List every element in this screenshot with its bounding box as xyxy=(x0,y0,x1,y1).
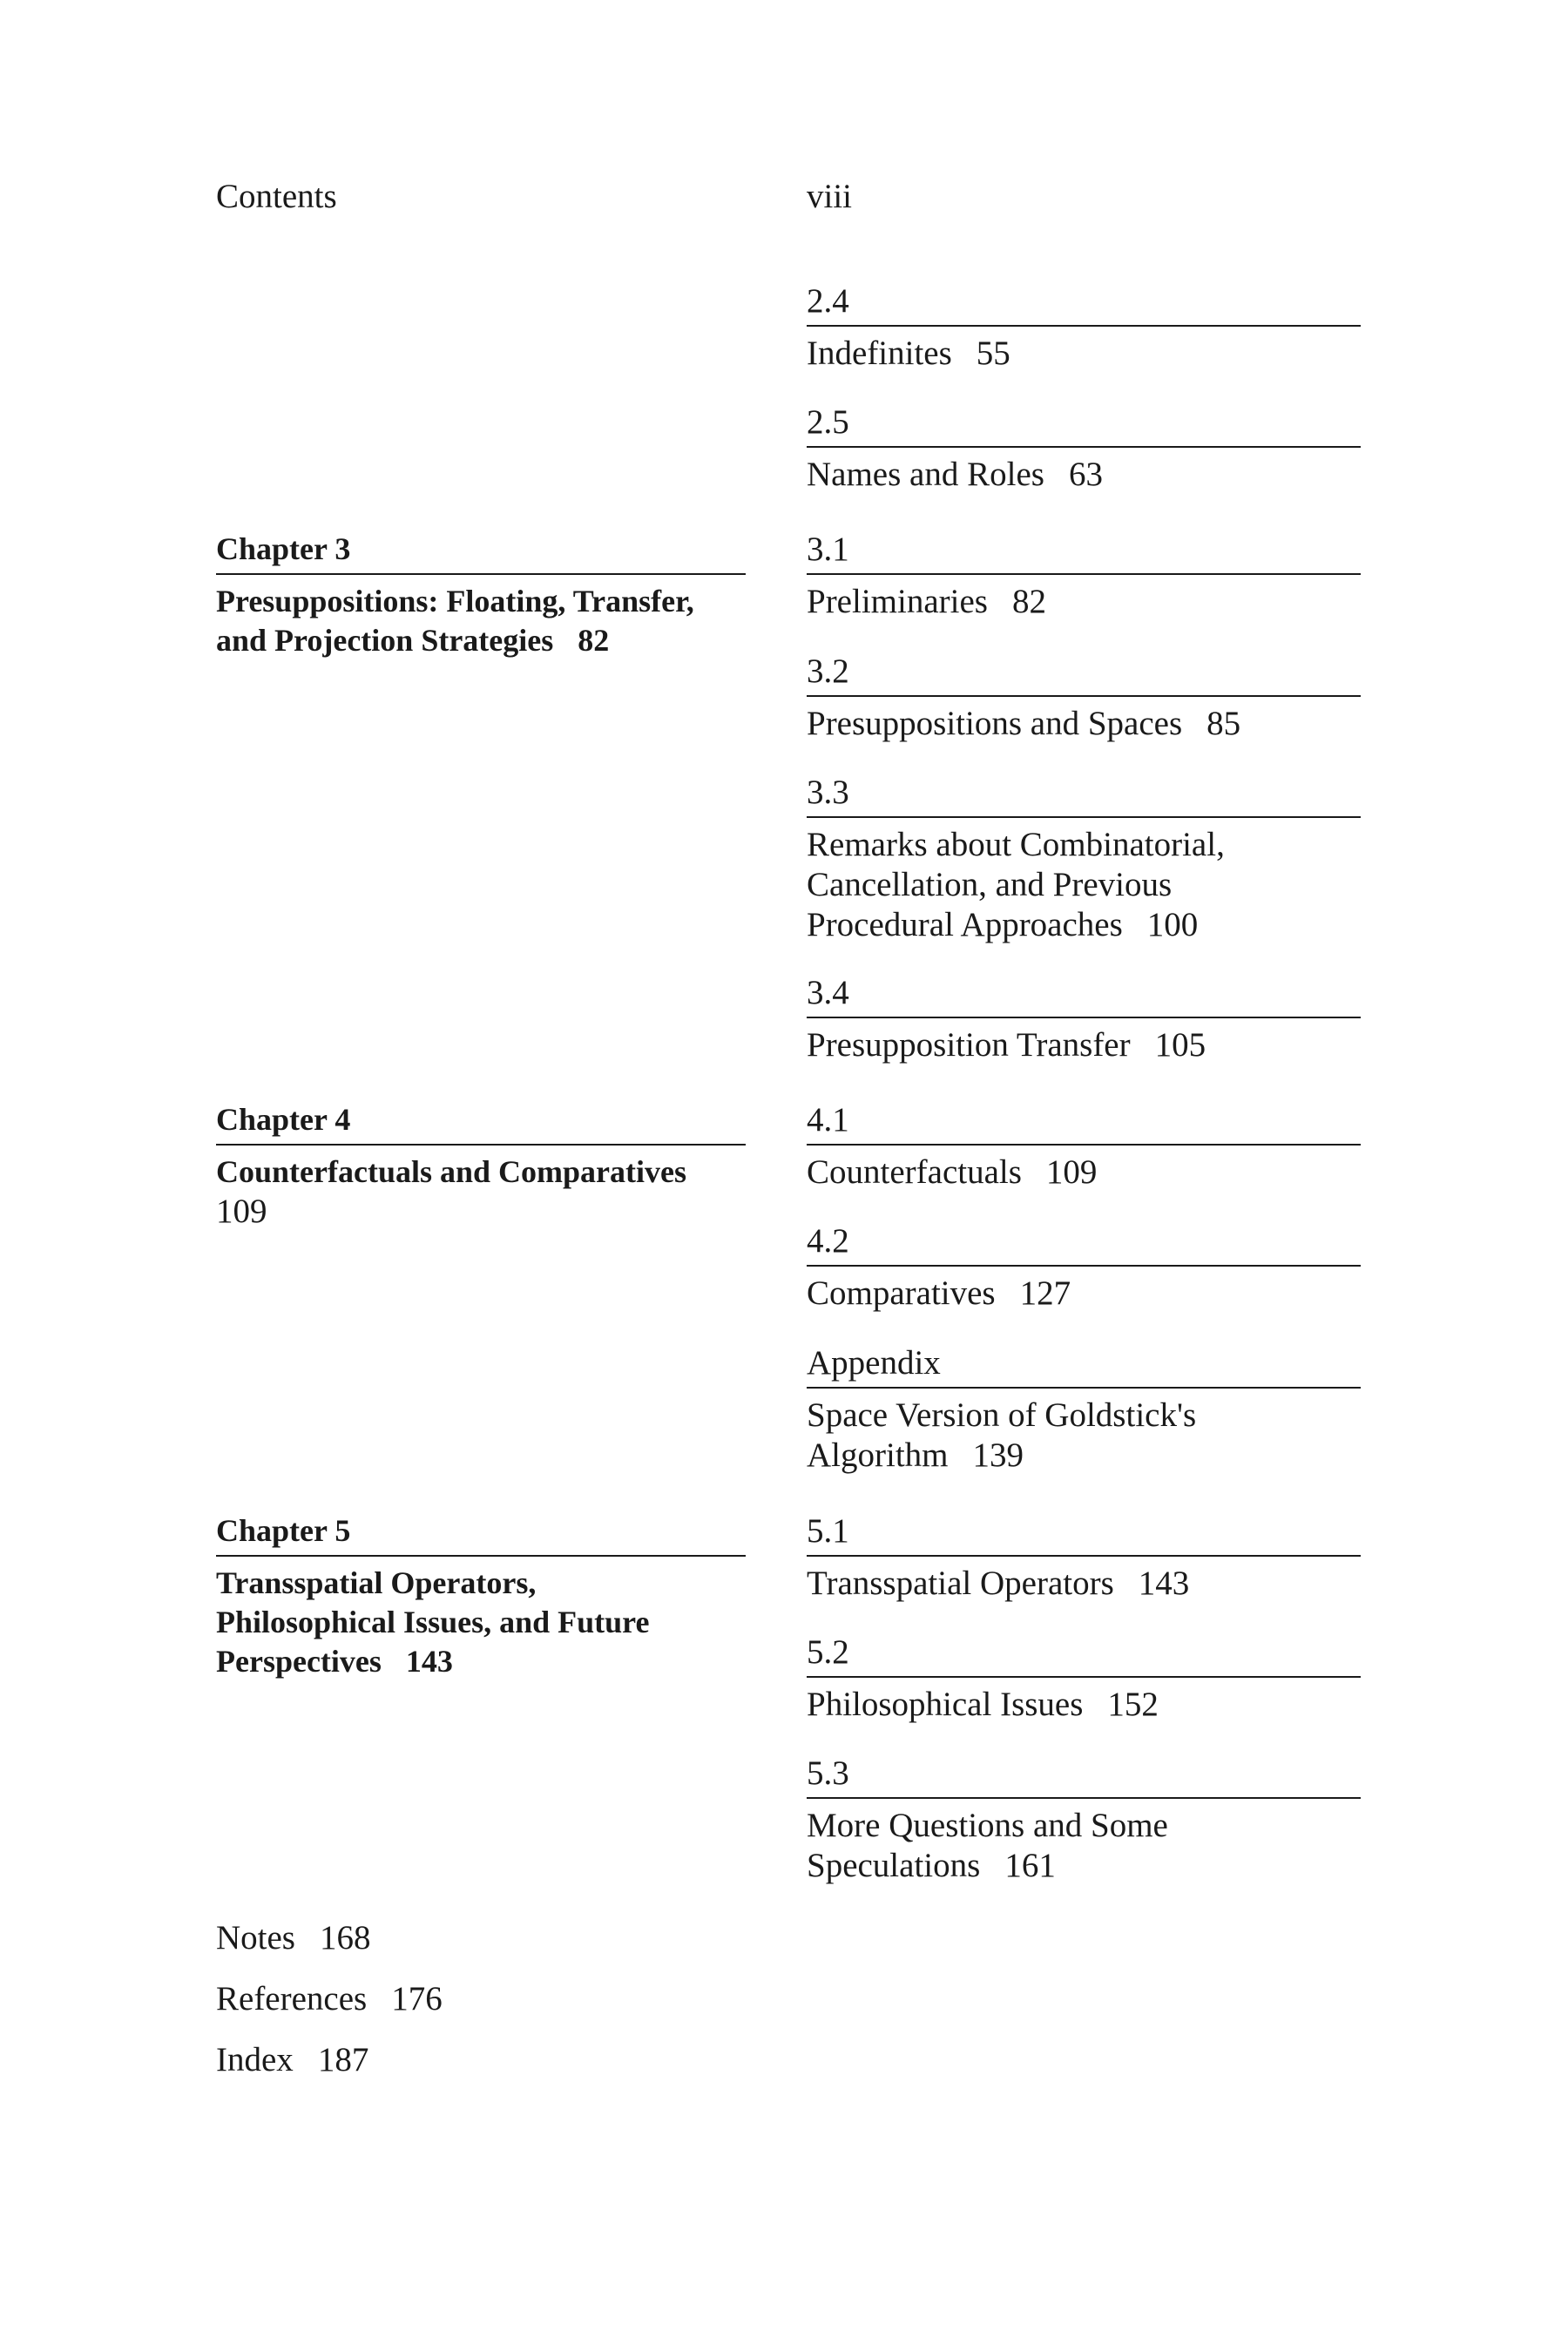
toc-chapter-5 xyxy=(216,1511,746,1681)
section-number: 2.4 xyxy=(807,281,1361,327)
section-title: Comparatives 127 xyxy=(807,1274,1071,1312)
section-title: More Questions and Some Speculations 161 xyxy=(807,1807,1168,1884)
section-number: 5.3 xyxy=(807,1754,1361,1799)
section-number: 3.2 xyxy=(807,652,1361,697)
chapter-page: 82 xyxy=(578,623,610,658)
chapter-title: Transspatial Operators, Philosophical Issues, and Future Perspectives 143 xyxy=(216,1564,746,1681)
toc-section-2-5 xyxy=(807,402,1361,495)
back-matter-page: 176 xyxy=(391,1980,443,2017)
section-page: 100 xyxy=(1146,906,1199,943)
section-number: 4.1 xyxy=(807,1100,1361,1146)
chapter-title: Presuppositions: Floating, Transfer, and Projection Strategies 82 xyxy=(216,582,746,660)
section-number: 3.4 xyxy=(807,973,1361,1018)
section-number: Appendix xyxy=(807,1343,1361,1389)
section-page: 143 xyxy=(1138,1565,1190,1602)
section-number: 5.1 xyxy=(807,1511,1361,1557)
section-number: 4.2 xyxy=(807,1221,1361,1267)
section-page: 85 xyxy=(1206,705,1241,742)
toc-appendix xyxy=(807,1343,1361,1476)
toc-section-4-2 xyxy=(807,1221,1361,1314)
section-title: Counterfactuals 109 xyxy=(807,1153,1098,1191)
toc-section-3-3 xyxy=(807,773,1361,945)
chapter-title: Counterfactuals and Comparatives 109 xyxy=(216,1152,746,1232)
section-page: 109 xyxy=(1045,1153,1098,1191)
toc-section-5-2 xyxy=(807,1632,1361,1725)
section-page: 161 xyxy=(1004,1847,1056,1884)
section-page: 63 xyxy=(1068,456,1103,493)
section-page: 105 xyxy=(1154,1026,1206,1064)
section-page: 139 xyxy=(972,1436,1024,1474)
section-page: 127 xyxy=(1019,1274,1071,1312)
back-matter-page: 187 xyxy=(317,2041,369,2078)
toc-section-3-2 xyxy=(807,652,1361,744)
section-number: 2.5 xyxy=(807,402,1361,448)
chapter-label: Chapter 5 xyxy=(216,1511,746,1557)
section-number: 5.2 xyxy=(807,1632,1361,1678)
toc-chapter-4 xyxy=(216,1100,746,1232)
section-title: Remarks about Combinatorial, Cancellation, and Previous Procedural Approaches 100 xyxy=(807,826,1225,943)
toc-index: Index 187 xyxy=(216,2041,369,2078)
toc-section-2-4 xyxy=(807,281,1361,374)
section-title: Philosophical Issues 152 xyxy=(807,1686,1159,1723)
chapter-label: Chapter 4 xyxy=(216,1100,746,1146)
section-page: 55 xyxy=(976,335,1010,372)
section-title: Presupposition Transfer 105 xyxy=(807,1026,1206,1064)
toc-section-3-1 xyxy=(807,530,1361,622)
toc-section-3-4 xyxy=(807,973,1361,1065)
section-number: 3.1 xyxy=(807,530,1361,575)
section-number: 3.3 xyxy=(807,773,1361,818)
section-title: Names and Roles 63 xyxy=(807,456,1103,493)
back-matter-page: 168 xyxy=(320,1919,371,1957)
section-title: Transspatial Operators 143 xyxy=(807,1565,1190,1602)
toc-chapter-3 xyxy=(216,530,746,660)
section-title: Presuppositions and Spaces 85 xyxy=(807,705,1241,742)
toc-section-4-1 xyxy=(807,1100,1361,1193)
chapter-label: Chapter 3 xyxy=(216,530,746,575)
chapter-page: 143 xyxy=(405,1644,453,1679)
section-title: Indefinites 55 xyxy=(807,335,1010,372)
page-number: viii xyxy=(807,178,853,215)
toc-notes: Notes 168 xyxy=(216,1919,371,1957)
running-header-title: Contents xyxy=(216,178,337,215)
toc-section-5-1 xyxy=(807,1511,1361,1604)
section-title: Space Version of Goldstick's Algorithm 139 xyxy=(807,1396,1197,1474)
section-page: 82 xyxy=(1011,583,1046,620)
toc-section-5-3 xyxy=(807,1754,1361,1886)
chapter-page: 109 xyxy=(216,1193,267,1230)
toc-references: References 176 xyxy=(216,1980,443,2017)
section-title: Preliminaries 82 xyxy=(807,583,1046,620)
section-page: 152 xyxy=(1107,1686,1159,1723)
